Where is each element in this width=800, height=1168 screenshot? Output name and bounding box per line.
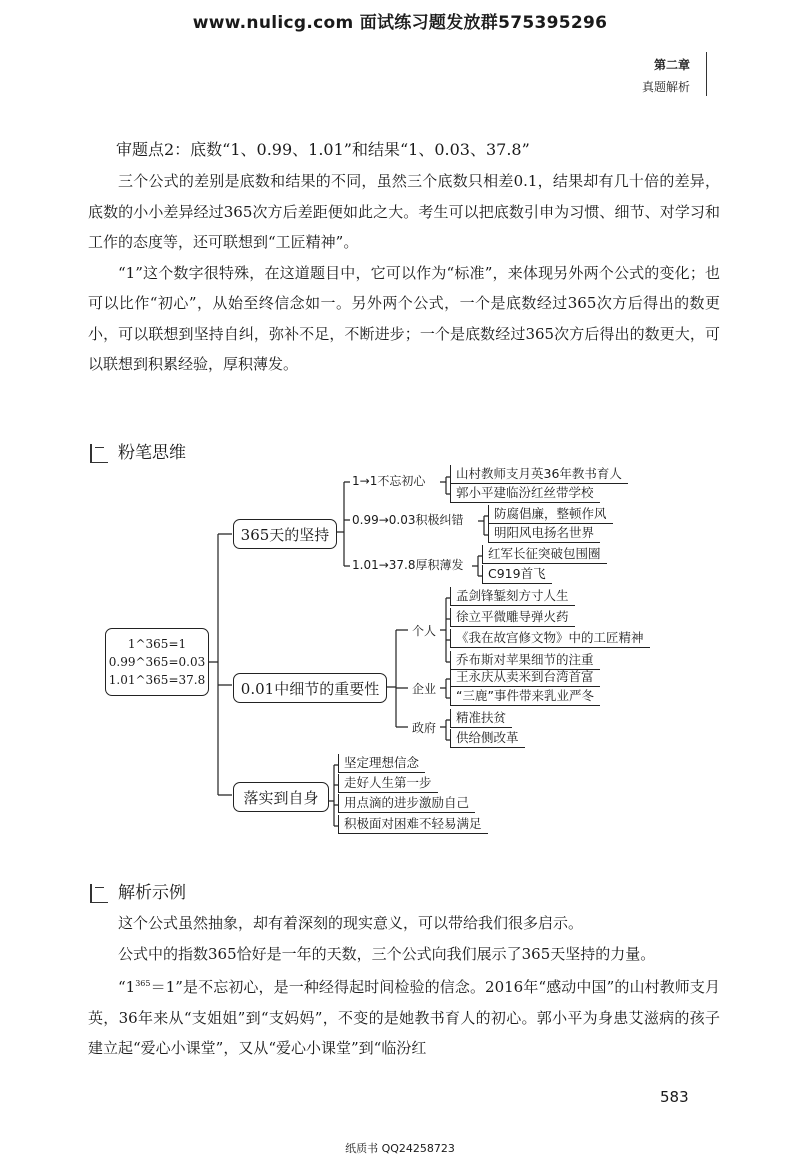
- analysis-paragraph-3: [88, 969, 720, 1064]
- leaf-long-march: 红军长征突破包围圈: [482, 545, 607, 564]
- leaf-jobs: 乔布斯对苹果细节的注重: [450, 651, 600, 670]
- leaf-palace-museum: 《我在故宫修文物》中的工匠精神: [450, 629, 650, 648]
- formula-open: “1: [118, 978, 136, 996]
- section-title: 解析示例: [118, 883, 186, 903]
- leaf-supply-reform: 供给侧改革: [450, 729, 525, 748]
- leaf-first-step: 走好人生第一步: [338, 774, 438, 793]
- leaf-poverty-alleviation: 精准扶贫: [450, 709, 512, 728]
- leaf-progress: 用点滴的进步激励自己: [338, 794, 475, 813]
- section-icon: [90, 884, 108, 903]
- analysis-paragraph-2: 公式中的指数365恰好是一年的天数，三个公式向我们展示了365天坚持的力量。: [118, 944, 656, 963]
- analysis-paragraph-3-body: ＝1”是不忘初心，是一种经得起时间检验的信念。2016年“感动中国”的山村教师支月英，36年来从“支姐姐”到“支妈妈”，不变的是她教书育人的初心。郭小平为身患艾滋病的孩子建立起“爱心小课堂”，又从“爱心小课堂”到“临汾红: [88, 978, 720, 1057]
- chapter-name: 真题解析: [641, 80, 690, 94]
- branch-apply-self: 落实到自身: [233, 782, 329, 812]
- mindmap-root: [105, 628, 209, 696]
- sub-label-099: 0.99→0.03积极纠错: [352, 513, 464, 527]
- root-formula-3: 1.01^365=37.8: [108, 673, 206, 687]
- leaf-sanlu: “三鹿”事件带来乳业严冬: [450, 687, 600, 706]
- leaf-mengjianfeng: 孟剑锋錾刻方寸人生: [450, 587, 575, 606]
- section-title: 粉笔思维: [118, 443, 186, 463]
- exponent: 365: [135, 979, 151, 988]
- root-formula-2: 0.99^365=0.03: [108, 655, 206, 669]
- leaf-xuliping: 徐立平微雕导弹火药: [450, 608, 575, 627]
- sub-label-101: 1.01→37.8厚积薄发: [352, 558, 464, 572]
- watermark-header: www.nulicg.com 面试练习题发放群575395296: [192, 13, 608, 33]
- intro-paragraph-1: 三个公式的差别是底数和结果的不同，虽然三个底数只相差0.1，结果却有几十倍的差异，底数的小小差异经过365次方后差距便如此之大。考生可以把底数引申为习惯、细节、对学习和工作的态度等，还可联想到“工匠精神”。: [88, 172, 720, 251]
- leaf-zhiyueying: 山村教师支月英36年教书育人: [450, 465, 628, 484]
- sub-label-government: 政府: [412, 721, 437, 735]
- analysis-text: [88, 908, 720, 1064]
- intro-paragraph-2: “1”这个数字很特殊，在这道题目中，它可以作为“标准”，来体现另外两个公式的变化；也可以比作“初心”，从始至终信念如一。另外两个公式，一个是底数经过365次方后得出的数更小，可以联想到坚持自纠，弥补不足，不断进步；一个是底数经过365次方后得出的数更大，可以联想到积累经验，厚积薄发。: [88, 263, 720, 373]
- footer-note: 纸质书 QQ24258723: [345, 1142, 455, 1155]
- page-number: 583: [660, 1088, 689, 1106]
- leaf-ideals: 坚定理想信念: [338, 754, 425, 773]
- point-title: 审题点2：底数“1、0.99、1.01”和结果“1、0.03、37.8”: [116, 140, 530, 159]
- sub-label-individual: 个人: [412, 624, 437, 638]
- leaf-guoxiaoping: 郭小平建临汾红丝带学校: [450, 484, 600, 503]
- leaf-c919: C919首飞: [482, 565, 552, 584]
- branch-detail-importance: 0.01中细节的重要性: [233, 673, 387, 703]
- analysis-paragraph-1: 这个公式虽然抽象，却有着深刻的现实意义，可以带给我们很多启示。: [118, 914, 584, 932]
- chapter-number: 第二章: [653, 58, 690, 72]
- sub-label-enterprise: 企业: [412, 682, 437, 696]
- leaf-wangyongqing: 王永庆从卖米到台湾首富: [450, 668, 600, 687]
- leaf-mingyang: 明阳风电扬名世界: [488, 524, 600, 543]
- leaf-face-difficulties: 积极面对困难不轻易满足: [338, 815, 488, 834]
- sub-label-1to1: 1→1不忘初心: [352, 474, 426, 488]
- branch-365-days: 365天的坚持: [233, 519, 337, 549]
- leaf-anticorruption: 防腐倡廉，整顿作风: [488, 505, 613, 524]
- section-heading-analysis: [90, 878, 186, 903]
- root-formula-1: 1^365=1: [127, 637, 187, 651]
